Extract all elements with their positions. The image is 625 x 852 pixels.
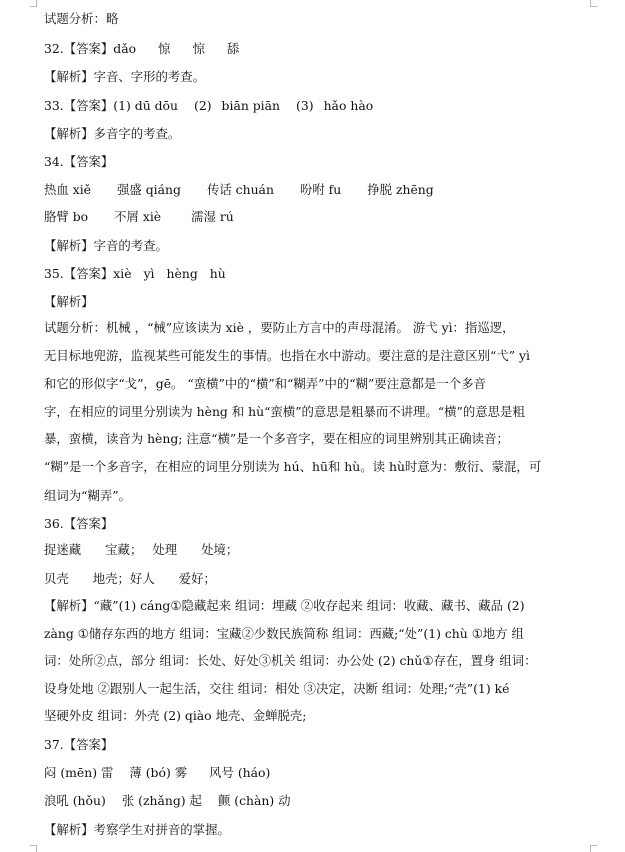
page-corner-mark — [30, 0, 37, 7]
page-corner-mark — [590, 0, 597, 7]
text-segment: “糊”是一个多音字，在相应的词里分别读为 hú、hū和 hù。读 hù时意为：敷衍、蒙混，可 — [44, 459, 542, 474]
text-segment: 浪吼 (hǒu) — [44, 793, 106, 808]
text-segment: 【解析】多音字的考查。 — [44, 126, 181, 141]
text-segment: 宝藏； — [105, 542, 143, 557]
text-segment: 32.【答案】dǎo — [44, 41, 137, 56]
text-segment: 设身处地 ②跟别人一起生活，交往 组词：相处 ③决定，决断 组词：处理;“壳”(1) ké — [44, 681, 510, 696]
text-line — [44, 707, 604, 725]
text-segment: 薄 (bó) 雾 — [129, 765, 188, 780]
text-segment: 无目标地兜游，监视某些可能发生的事情。也指在水中游动。要注意的是注意区别“弋” yì — [44, 348, 531, 363]
text-segment: 舔 — [226, 41, 240, 56]
text-segment: 捉迷藏 — [44, 542, 82, 557]
text-segment: 暴，蛮横，读音为 hèng; 注意“横”是一个多音字，要在相应的词里辨别其正确读音； — [44, 431, 509, 446]
text-segment: 颤 (chàn) 动 — [217, 793, 291, 808]
text-segment: (3) — [296, 98, 314, 113]
text-line — [44, 403, 604, 421]
text-line — [44, 10, 604, 28]
text-line — [44, 319, 604, 337]
text-segment: 传话 chuán — [206, 182, 274, 197]
text-line — [44, 430, 604, 448]
text-line — [44, 515, 604, 533]
text-segment: 濡湿 rú — [191, 209, 234, 224]
text-segment: 爱好； — [178, 571, 216, 586]
text-segment: 组词为“糊弄”。 — [44, 488, 132, 503]
text-segment: 【解析】考察学生对拼音的掌握。 — [44, 822, 230, 837]
text-line — [44, 208, 604, 226]
text-line — [44, 541, 604, 559]
text-segment: hèng — [166, 266, 198, 281]
text-line — [44, 293, 604, 311]
text-line — [44, 487, 604, 505]
text-line — [44, 347, 604, 365]
text-segment: 和它的形似字“戈”，gē。 “蛮横”中的“横”和“糊弄”中的“糊”要注意都是一个多音 — [44, 376, 486, 391]
text-segment: 试题分析：略 — [44, 11, 119, 26]
text-segment: 处境； — [201, 542, 239, 557]
text-segment: yì — [143, 266, 155, 281]
text-line — [44, 375, 604, 393]
text-line — [44, 265, 604, 283]
text-segment: 【解析】 — [44, 294, 94, 309]
text-line — [44, 570, 604, 588]
text-line — [44, 237, 604, 255]
text-segment: 惊 — [158, 41, 171, 56]
text-line — [44, 792, 604, 810]
text-segment: 35.【答案】xiè — [44, 266, 132, 281]
text-segment: 37.【答案】 — [44, 737, 114, 752]
text-segment: 坚硬外皮 组词：外壳 (2) qiào 地壳、金蝉脱壳; — [44, 708, 307, 723]
text-segment: 33.【答案】(1) dū dōu — [44, 98, 178, 113]
text-segment: 胳臂 bo — [44, 209, 89, 224]
text-segment: 张 (zhǎng) 起 — [121, 793, 202, 808]
text-segment: 热血 xiě — [44, 182, 92, 197]
text-line — [44, 125, 604, 143]
text-segment: 36.【答案】 — [44, 516, 114, 531]
page-corner-mark — [590, 845, 597, 852]
text-segment: 【解析】“藏”(1) cáng①隐藏起来 组词：埋藏 ②收存起来 组词：收藏、藏书、藏品 (2) — [44, 598, 525, 613]
page-corner-mark — [30, 845, 37, 852]
text-segment: 闷 (mēn) 雷 — [44, 765, 114, 780]
text-segment: 【解析】字音的考查。 — [44, 238, 168, 253]
text-segment: 风号 (háo) — [209, 765, 271, 780]
text-line — [44, 680, 604, 698]
text-segment: zàng ①储存东西的地方 组词：宝藏②少数民族简称 组词：西藏;“处”(1) chù ①地方 组 — [44, 626, 524, 641]
text-segment: (2) — [193, 98, 212, 113]
text-segment: hù — [209, 266, 226, 281]
text-segment: 【解析】字音、字形的考查。 — [44, 69, 206, 84]
text-segment: 处理 — [152, 542, 178, 557]
text-line — [44, 652, 604, 670]
text-segment: 试题分析：机械 ，“械”应该读为 xiè ，要防止方言中的声母混淆。 游弋 yì：指巡逻， — [44, 320, 515, 335]
text-segment: 字，在相应的词里分别读为 hèng 和 hù“蛮横”的意思是粗暴而不讲理。“横”的意思是粗 — [44, 404, 525, 419]
text-segment: biān piān — [221, 98, 281, 113]
text-line — [44, 97, 604, 115]
text-line — [44, 625, 604, 643]
text-segment: 挣脱 zhēng — [367, 182, 434, 197]
text-segment: 吩咐 fu — [299, 182, 342, 197]
text-line — [44, 68, 604, 86]
text-segment: 34.【答案】 — [44, 154, 114, 169]
text-line — [44, 764, 604, 782]
text-line — [44, 597, 604, 615]
text-segment: 地壳；好人 — [92, 571, 155, 586]
text-line — [44, 458, 604, 476]
text-segment: 词：处所②点，部分 组词：长处、好处③机关 组词：办公处 (2) chǔ①存在，置身 组词： — [44, 653, 537, 668]
text-line — [44, 181, 604, 199]
text-segment: 惊 — [192, 41, 205, 56]
text-segment: 贝壳 — [44, 571, 69, 586]
text-line — [44, 153, 604, 171]
text-segment: 强盛 qiáng — [117, 182, 181, 197]
text-segment: hǎo hào — [323, 98, 374, 113]
text-line — [44, 40, 604, 58]
text-line — [44, 736, 604, 754]
text-segment: 不屑 xiè — [114, 209, 162, 224]
text-line — [44, 821, 604, 839]
